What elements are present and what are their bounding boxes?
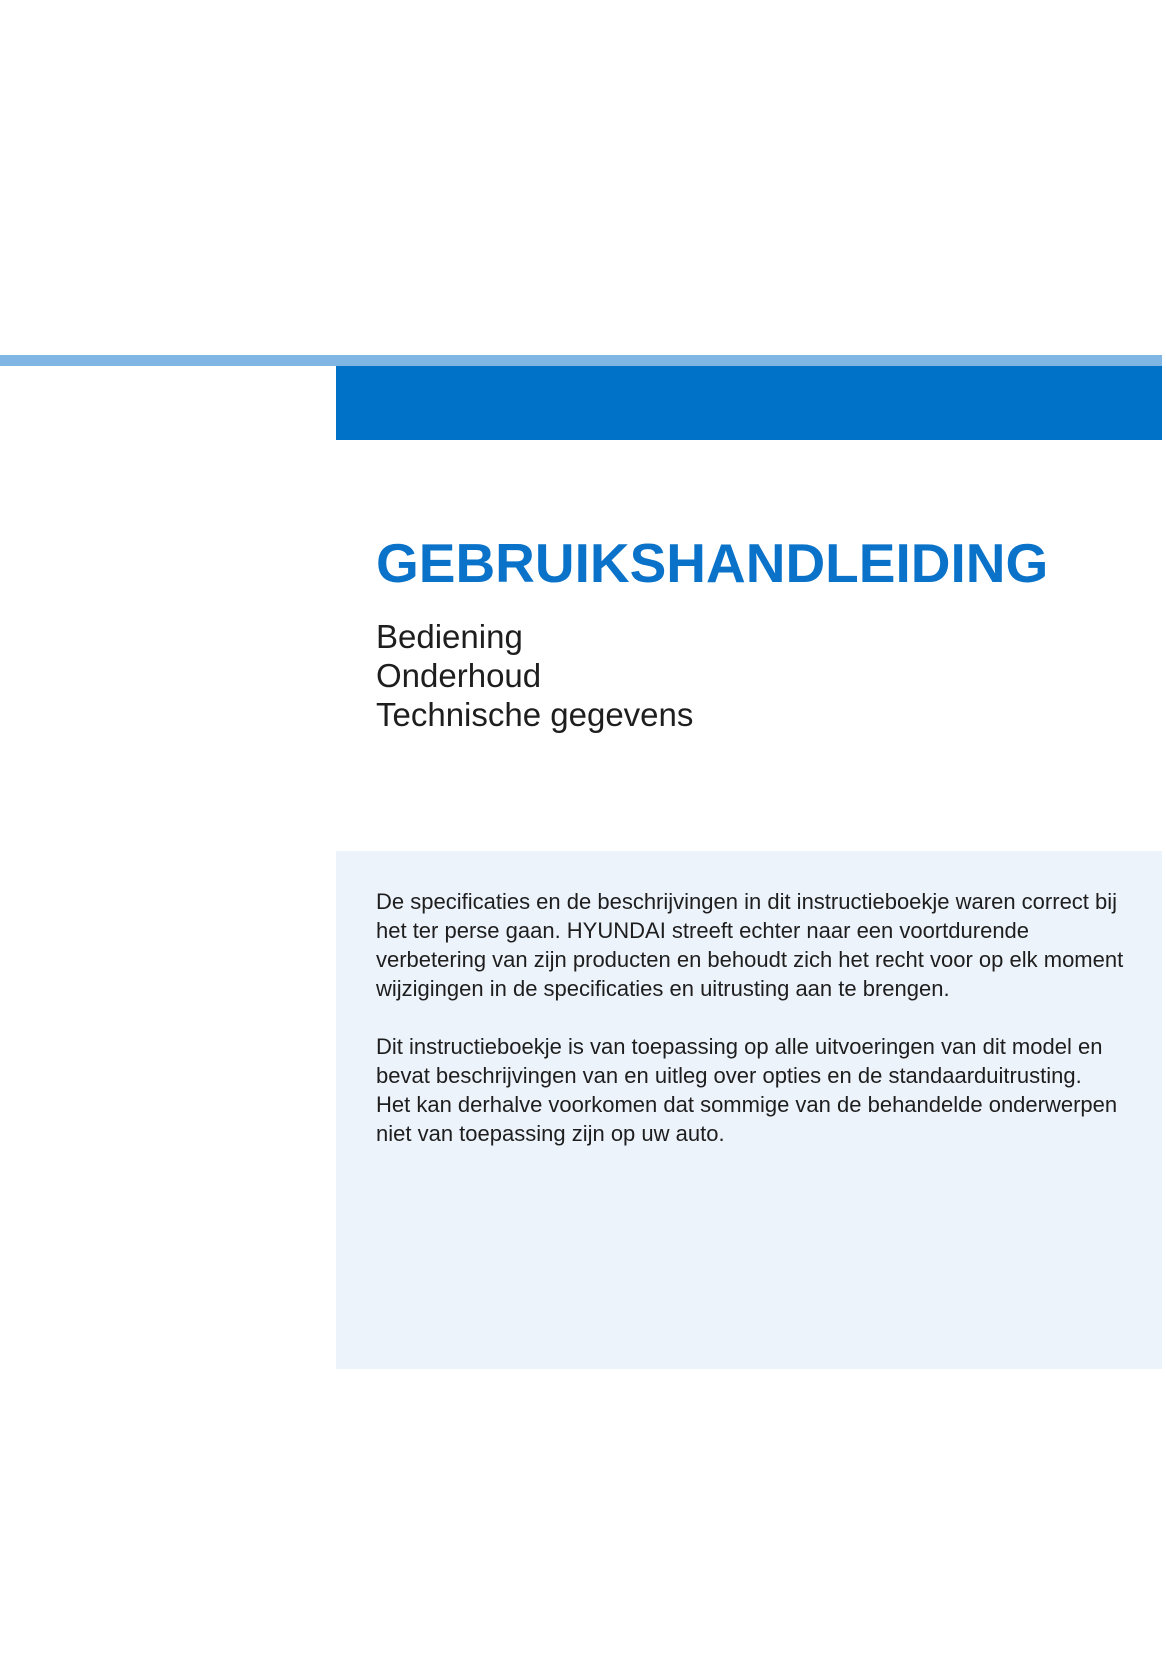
subtitle-list [376, 617, 693, 734]
page-title: GEBRUIKSHANDLEIDING [376, 532, 1049, 594]
subtitle-onderhoud: Onderhoud [376, 657, 542, 694]
top-accent-line [0, 355, 1162, 366]
disclaimer-text [376, 887, 1136, 1148]
subtitle-technische-gegevens: Technische gegevens [376, 696, 694, 733]
disclaimer-paragraph-applicability: Dit instructieboekje is van toepassing op alle uitvoeringen van dit model en bevat beschrijvingen van en uitleg over opties en de standaarduitrusting. [376, 1034, 1103, 1088]
header-blue-band [336, 366, 1162, 440]
disclaimer-box [336, 851, 1162, 1369]
disclaimer-paragraph-not-applicable: Het kan derhalve voorkomen dat sommige van de behandelde onderwerpen niet van toepassing zijn op uw auto. [376, 1092, 1118, 1146]
subtitle-bediening: Bediening [376, 618, 523, 655]
disclaimer-paragraph-specifications: De specificaties en de beschrijvingen in dit instructieboekje waren correct bij het ter perse gaan. HYUNDAI streeft echter naar een voortdurende verbetering van zijn producten en behoudt zich het recht voor op elk moment wijzigingen in de specificaties en uitrusting aan te brengen. [376, 889, 1124, 1001]
